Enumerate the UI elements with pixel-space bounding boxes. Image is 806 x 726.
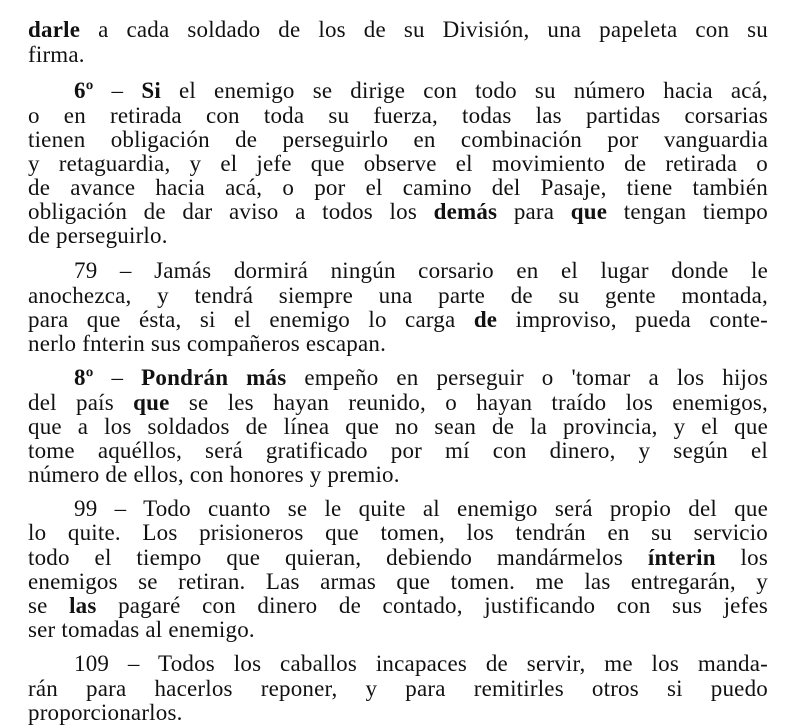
text-run-bold: que: [570, 199, 608, 224]
text-line: [28, 677, 768, 701]
text-run: o en retirada con toda su fuerza, todas las partidas corsarias: [28, 103, 768, 128]
text-run-bold: de: [473, 307, 498, 332]
text-run: ser tomadas al enemigo.: [28, 617, 255, 642]
text-run: firma.: [28, 42, 85, 67]
text-run: 79 – Jamás dormirá ningún corsario en el lugar donde le: [74, 258, 768, 283]
text-run: improviso, pueda conte-: [497, 307, 768, 332]
article-number: 8º: [74, 365, 94, 390]
text-line: [74, 79, 768, 103]
text-line: [74, 652, 768, 676]
text-run: –: [93, 365, 142, 390]
text-line: [28, 618, 768, 642]
text-run: tienen obligación de perseguirlo en combinación por vanguardia: [28, 127, 768, 152]
text-run: 109 – Todos los caballos incapaces de servir, me los manda-: [74, 651, 768, 676]
text-run-bold: Si: [141, 78, 161, 103]
text-line: [28, 570, 768, 594]
text-run: de avance hacia acá, o por el camino del Pasaje, tiene también: [28, 175, 768, 200]
text-line: [28, 521, 768, 545]
text-line: [28, 43, 768, 67]
text-line: [28, 332, 768, 356]
text-run: el enemigo se dirige con todo su número hacia acá,: [160, 78, 768, 103]
text-run: número de ellos, con honores y premio.: [28, 462, 400, 487]
text-run: tome aquéllos, será gratificado por mí con dinero, y según el: [28, 438, 768, 463]
text-run: del país: [28, 390, 134, 415]
text-line: [74, 366, 768, 390]
text-line: [28, 284, 768, 308]
text-run: empeño en perseguir o 'tomar a los hijos: [286, 365, 768, 390]
text-run: tengan tiempo: [607, 199, 768, 224]
text-run: lo quite. Los prisioneros que tomen, los tendrán en su servicio: [28, 520, 768, 545]
text-line: [28, 415, 768, 439]
text-run: anochezca, y tendrá siempre una parte de su gente montada,: [28, 283, 768, 308]
text-run: se les hayan reunido, o hayan traído los enemigos,: [169, 390, 769, 415]
text-line: [28, 128, 768, 152]
text-run: rán para hacerlos reponer, y para remitirles otros si puedo: [28, 676, 768, 701]
text-run-bold: Pondrán más: [141, 365, 287, 390]
text-line: [28, 176, 768, 200]
text-line: [28, 18, 768, 42]
text-run-bold: darle: [28, 17, 81, 42]
text-run-bold: ínterin: [647, 545, 716, 570]
text-line: [28, 439, 768, 463]
text-line: [28, 546, 768, 570]
text-run: los: [715, 545, 768, 570]
text-run-bold: demás: [433, 199, 498, 224]
text-line: [28, 594, 768, 618]
text-run: y retaguardia, y el jefe que observe el movimiento de retirada o: [28, 151, 768, 176]
text-run: para que ésta, si el enemigo lo carga: [28, 307, 474, 332]
text-line: [28, 200, 768, 224]
text-run: enemigos se retiran. Las armas que tomen. me las entregarán, y: [28, 569, 768, 594]
text-run: obligación de dar aviso a todos los: [28, 199, 434, 224]
text-run: se: [28, 593, 70, 618]
text-run: pagaré con dinero de contado, justificando con sus jefes: [96, 593, 769, 618]
text-run-bold: que: [133, 390, 170, 415]
text-line: [28, 224, 768, 248]
text-line: [28, 308, 768, 332]
text-run: a cada soldado de los de su División, una papeleta con su: [80, 17, 768, 42]
text-line: [28, 463, 768, 487]
text-run: todo el tiempo que quieran, debiendo mandármelos: [28, 545, 648, 570]
text-line: [28, 104, 768, 128]
text-run-bold: las: [69, 593, 97, 618]
text-line: [28, 701, 768, 725]
article-number: 6º: [74, 78, 94, 103]
text-run: –: [93, 78, 142, 103]
text-run: de perseguirlo.: [28, 223, 168, 248]
text-line: [74, 259, 768, 283]
text-run: que a los soldados de línea que no sean de la provincia, y el que: [28, 414, 768, 439]
text-run: proporcionarlos.: [28, 700, 183, 725]
text-line: [28, 152, 768, 176]
text-run: nerlo fnterin sus compañeros escapan.: [28, 331, 387, 356]
text-run: 99 – Todo cuanto se le quite al enemigo será propio del que: [74, 496, 768, 521]
text-line: [28, 391, 768, 415]
text-line: [74, 497, 768, 521]
text-run: para: [497, 199, 571, 224]
